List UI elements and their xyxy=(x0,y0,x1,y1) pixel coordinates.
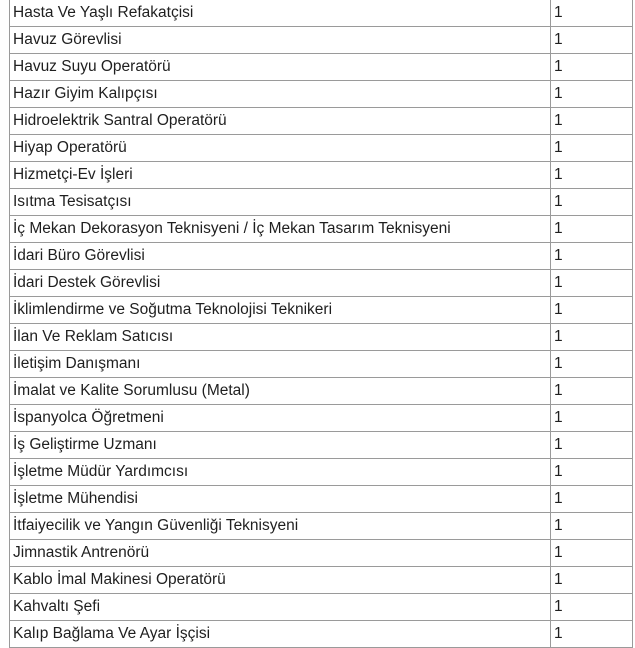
table-row xyxy=(10,108,633,135)
table-row xyxy=(10,81,633,108)
table-row xyxy=(10,621,633,648)
table-row xyxy=(10,378,633,405)
job-title-cell: Jimnastik Antrenörü xyxy=(10,540,551,567)
table-row xyxy=(10,405,633,432)
job-count-cell: 1 xyxy=(551,378,633,405)
table-row xyxy=(10,540,633,567)
job-count-cell: 1 xyxy=(551,459,633,486)
job-count-cell: 1 xyxy=(551,351,633,378)
job-title-cell: İletişim Danışmanı xyxy=(10,351,551,378)
job-title-cell: Isıtma Tesisatçısı xyxy=(10,189,551,216)
job-title-cell: İşletme Mühendisi xyxy=(10,486,551,513)
table-row xyxy=(10,216,633,243)
job-title-cell: İdari Büro Görevlisi xyxy=(10,243,551,270)
job-title-cell: İş Geliştirme Uzmanı xyxy=(10,432,551,459)
table-row xyxy=(10,567,633,594)
table-row xyxy=(10,324,633,351)
table-row xyxy=(10,189,633,216)
job-count-cell: 1 xyxy=(551,216,633,243)
job-count-cell: 1 xyxy=(551,270,633,297)
job-count-cell: 1 xyxy=(551,432,633,459)
job-title-cell: Kahvaltı Şefi xyxy=(10,594,551,621)
job-table-container xyxy=(9,0,631,648)
table-row xyxy=(10,0,633,27)
job-count-cell: 1 xyxy=(551,540,633,567)
job-count-cell: 1 xyxy=(551,135,633,162)
job-count-cell: 1 xyxy=(551,54,633,81)
job-count-cell: 1 xyxy=(551,405,633,432)
job-count-table xyxy=(9,0,633,648)
job-title-cell: Havuz Görevlisi xyxy=(10,27,551,54)
job-count-cell: 1 xyxy=(551,189,633,216)
table-row xyxy=(10,54,633,81)
job-title-cell: İlan Ve Reklam Satıcısı xyxy=(10,324,551,351)
table-row xyxy=(10,135,633,162)
job-title-cell: İmalat ve Kalite Sorumlusu (Metal) xyxy=(10,378,551,405)
job-count-cell: 1 xyxy=(551,27,633,54)
job-count-cell: 1 xyxy=(551,243,633,270)
job-title-cell: Hazır Giyim Kalıpçısı xyxy=(10,81,551,108)
table-row xyxy=(10,162,633,189)
job-title-cell: İspanyolca Öğretmeni xyxy=(10,405,551,432)
job-title-cell: İdari Destek Görevlisi xyxy=(10,270,551,297)
table-row xyxy=(10,486,633,513)
job-count-cell: 1 xyxy=(551,486,633,513)
table-row xyxy=(10,27,633,54)
job-title-cell: İç Mekan Dekorasyon Teknisyeni / İç Mekan Tasarım Teknisyeni xyxy=(10,216,551,243)
job-count-cell: 1 xyxy=(551,297,633,324)
table-row xyxy=(10,243,633,270)
table-row xyxy=(10,351,633,378)
job-title-cell: Havuz Suyu Operatörü xyxy=(10,54,551,81)
job-count-cell: 1 xyxy=(551,162,633,189)
job-count-cell: 1 xyxy=(551,513,633,540)
job-title-cell: Kablo İmal Makinesi Operatörü xyxy=(10,567,551,594)
table-row xyxy=(10,459,633,486)
table-row xyxy=(10,594,633,621)
job-count-cell: 1 xyxy=(551,567,633,594)
job-count-cell: 1 xyxy=(551,108,633,135)
table-row xyxy=(10,297,633,324)
job-count-cell: 1 xyxy=(551,0,633,27)
job-count-cell: 1 xyxy=(551,81,633,108)
job-title-cell: Hasta Ve Yaşlı Refakatçisi xyxy=(10,0,551,27)
job-title-cell: Hidroelektrik Santral Operatörü xyxy=(10,108,551,135)
job-title-cell: Kalıp Bağlama Ve Ayar İşçisi xyxy=(10,621,551,648)
table-row xyxy=(10,432,633,459)
job-title-cell: Hizmetçi-Ev İşleri xyxy=(10,162,551,189)
job-title-cell: İklimlendirme ve Soğutma Teknolojisi Teknikeri xyxy=(10,297,551,324)
job-count-cell: 1 xyxy=(551,594,633,621)
job-title-cell: İşletme Müdür Yardımcısı xyxy=(10,459,551,486)
job-title-cell: Hiyap Operatörü xyxy=(10,135,551,162)
table-row xyxy=(10,513,633,540)
job-count-cell: 1 xyxy=(551,621,633,648)
job-table-body xyxy=(10,0,633,648)
job-count-cell: 1 xyxy=(551,324,633,351)
table-row xyxy=(10,270,633,297)
job-title-cell: İtfaiyecilik ve Yangın Güvenliği Teknisyeni xyxy=(10,513,551,540)
